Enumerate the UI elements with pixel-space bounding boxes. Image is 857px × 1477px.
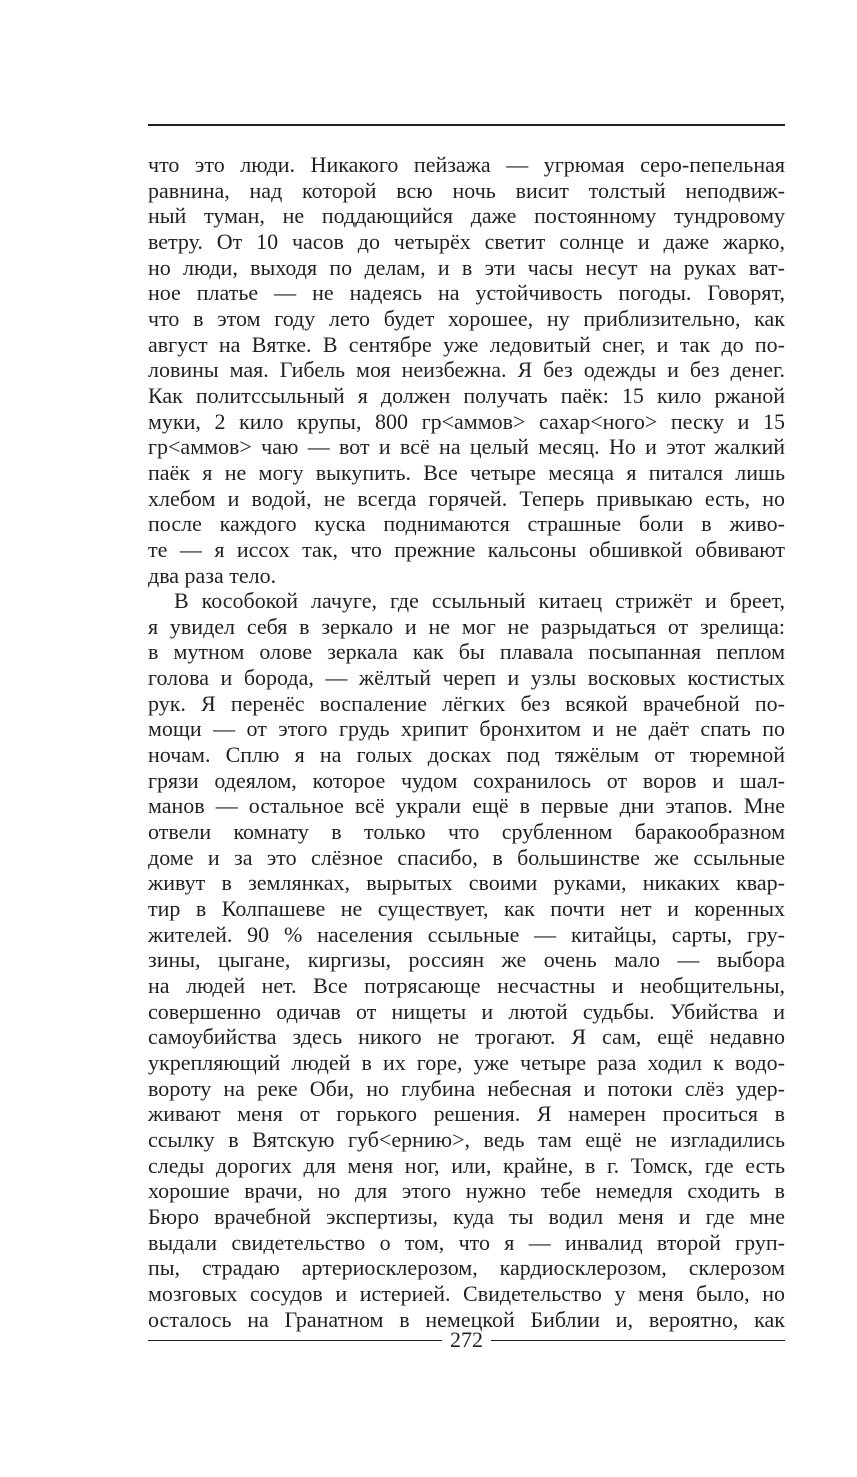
text-line: Бюро врачебной экспертизы, куда ты водил меня и где мне	[148, 1203, 785, 1229]
text-line: пы, страдаю артериосклерозом, кардиосклерозом, склерозом	[148, 1255, 785, 1281]
text-line: что в этом году лето будет хорошее, ну приблизительно, как	[148, 305, 785, 331]
text-line: ловины мая. Гибель моя неизбежна. Я без одежды и без денег.	[148, 357, 785, 383]
text-line: в мутном олове зеркала как бы плавала посыпанная пеплом	[148, 639, 785, 665]
text-line: жителей. 90 % населения ссыльные — китайцы, сарты, гру-	[148, 921, 785, 947]
text-line: осталось на Гранатном в немецкой Библии и, вероятно, как	[148, 1306, 785, 1332]
text-line: голова и борода, — жёлтый череп и узлы восковых костистых	[148, 665, 785, 691]
text-line: манов — остальное всё украли ещё в первые дни этапов. Мне	[148, 793, 785, 819]
text-line: гр<аммов> чаю — вот и всё на целый месяц. Но и этот жалкий	[148, 434, 785, 460]
text-line: хлебом и водой, не всегда горячей. Теперь привыкаю есть, но	[148, 485, 785, 511]
body-text	[148, 152, 785, 1332]
text-line: В кособокой лачуге, где ссыльный китаец стрижёт и бреет,	[174, 588, 785, 614]
text-line: ссылку в Вятскую губ<ернию>, ведь там ещё не изгладились	[148, 1126, 785, 1152]
header-rule	[148, 124, 785, 126]
text-line: август на Вятке. В сентябре уже ледовитый снег, и так до по-	[148, 331, 785, 357]
text-line: укрепляющий людей в их горе, уже четыре раза ходил к водо-	[148, 1049, 785, 1075]
text-line: рук. Я перенёс воспаление лёгких без всякой врачебной по-	[148, 690, 785, 716]
page-number: 272	[450, 1327, 483, 1352]
text-line: что это люди. Никакого пейзажа — угрюмая серо-пепельная	[148, 152, 785, 177]
text-line: мощи — от этого грудь хрипит бронхитом и не даёт спать по	[148, 716, 785, 742]
text-line: грязи одеялом, которое чудом сохранилось от воров и шал-	[148, 767, 785, 793]
text-line: совершенно одичав от нищеты и лютой судьбы. Убийства и	[148, 998, 785, 1024]
text-line: на людей нет. Все потрясающе несчастны и необщительны,	[148, 973, 785, 998]
text-line: я увидел себя в зеркало и не мог не разрыдаться от зрелища:	[148, 613, 785, 639]
text-line: самоубийства здесь никого не трогают. Я сам, ещё недавно	[148, 1024, 785, 1050]
text-line: мозговых сосудов и истерией. Свидетельство у меня было, но	[148, 1280, 785, 1306]
text-line: муки, 2 кило крупы, 800 гр<аммов> сахар<ного> песку и 15	[148, 408, 785, 434]
text-line: живут в землянках, вырытых своими руками, никаких квар-	[148, 870, 785, 896]
text-line: два раза тело.	[148, 562, 277, 588]
text-line: живают меня от горького решения. Я намерен проситься в	[148, 1101, 785, 1127]
text-line: Как политссыльный я должен получать паёк: 15 кило ржаной	[148, 382, 785, 408]
text-line: ночам. Сплю я на голых досках под тяжёлым от тюремной	[148, 742, 785, 768]
text-line: хорошие врачи, но для этого нужно тебе немедля сходить в	[148, 1178, 785, 1204]
text-line: равнина, над которой всю ночь висит толстый неподвиж-	[148, 177, 785, 203]
text-line: но люди, выходя по делам, и в эти часы несут на руках ват-	[148, 254, 785, 280]
text-line: ный туман, не поддающийся даже постоянному тундровому	[148, 203, 785, 229]
text-line: следы дорогих для меня ног, или, крайне, в г. Томск, где есть	[148, 1152, 785, 1178]
text-line: выдали свидетельство о том, что я — инвалид второй груп-	[148, 1229, 785, 1255]
footer-rule-right	[491, 1340, 785, 1341]
text-line: те — я иссох так, что прежние кальсоны обшивкой обвивают	[148, 536, 785, 562]
footer-rule-left	[148, 1340, 442, 1341]
page-footer	[148, 1327, 785, 1353]
text-line: вороту на реке Оби, но глубина небесная и потоки слёз удер-	[148, 1075, 785, 1101]
text-line: отвели комнату в только что срубленном баракообразном	[148, 819, 785, 845]
text-line: паёк я не могу выкупить. Все четыре месяца я питался лишь	[148, 459, 785, 485]
text-line: ветру. От 10 часов до четырёх светит солнце и даже жарко,	[148, 228, 785, 254]
text-line: после каждого куска поднимаются страшные боли в живо-	[148, 511, 785, 537]
text-line: зины, цыгане, киргизы, россиян же очень мало — выбора	[148, 947, 785, 973]
text-line: ное платье — не надеясь на устойчивость погоды. Говорят,	[148, 280, 785, 306]
text-line: тир в Колпашеве не существует, как почти нет и коренных	[148, 896, 785, 922]
text-line: доме и за это слёзное спасибо, в большинстве же ссыльные	[148, 844, 785, 870]
